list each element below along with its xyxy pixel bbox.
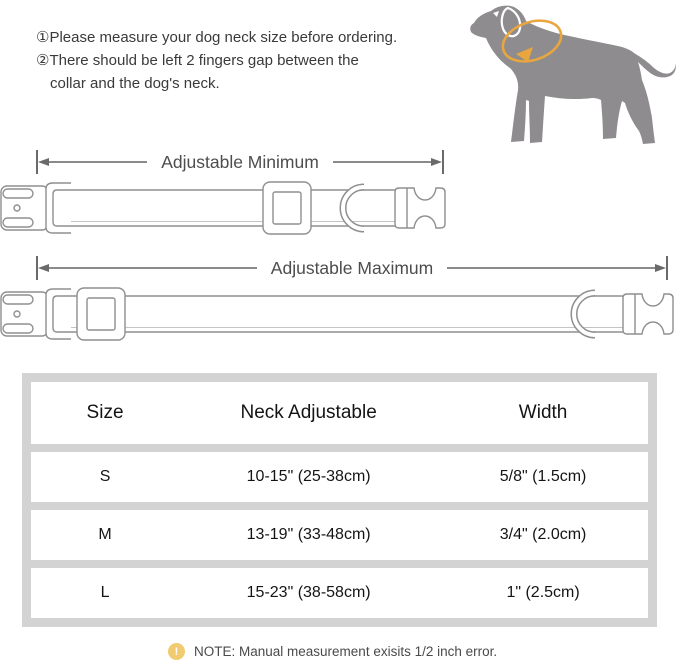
arrowhead-right-icon — [431, 158, 442, 166]
dog-illustration — [462, 2, 677, 154]
collar-minimum-diagram — [0, 179, 447, 237]
size-table — [22, 373, 657, 627]
buckle-male — [395, 188, 445, 228]
table-row-m — [31, 510, 648, 560]
buckle-hole-icon — [14, 311, 20, 317]
dimension-endbar-icon — [442, 150, 444, 174]
collar-maximum-diagram — [0, 285, 679, 343]
dimension-endbar-icon — [666, 256, 668, 280]
cell-neck: 15-23" (38-58cm) — [246, 584, 371, 601]
arrowhead-left-icon — [38, 158, 49, 166]
adjustable-maximum-label: Adjustable Maximum — [270, 257, 434, 278]
header-width: Width — [518, 402, 568, 423]
adjustable-minimum-dimension — [36, 150, 444, 174]
cell-size: L — [100, 584, 110, 601]
instruction-line-1: ①Please measure your dog neck size before ordering. — [36, 29, 398, 46]
table-row-l — [31, 568, 648, 618]
buckle-hole-icon — [14, 205, 20, 211]
note-text: NOTE: Manual measurement exisits 1/2 inch error. — [194, 644, 498, 659]
header-size: Size — [86, 402, 124, 423]
buckle-male — [623, 294, 673, 334]
table-row-s — [31, 452, 648, 502]
measurement-note — [168, 643, 497, 660]
cell-size: S — [99, 468, 111, 485]
cell-neck: 10-15" (25-38cm) — [246, 468, 371, 485]
instruction-line-3: collar and the dog's neck. — [50, 75, 220, 92]
instruction-line-2: ②There should be left 2 fingers gap between the — [36, 52, 359, 69]
cell-width: 5/8" (1.5cm) — [499, 468, 587, 485]
size-table-header-row — [31, 382, 648, 444]
cell-size: M — [98, 526, 112, 543]
adjustable-maximum-dimension — [36, 256, 668, 280]
adjustable-minimum-label: Adjustable Minimum — [161, 151, 319, 172]
cell-width: 3/4" (2.0cm) — [499, 526, 587, 543]
measuring-instructions — [36, 26, 397, 95]
header-neck-adjustable: Neck Adjustable — [240, 402, 377, 423]
arrowhead-left-icon — [38, 264, 49, 272]
cell-neck: 13-19" (33-48cm) — [246, 526, 371, 543]
arrowhead-right-icon — [655, 264, 666, 272]
exclamation-icon: ! — [168, 643, 185, 660]
cell-width: 1" (2.5cm) — [506, 584, 580, 601]
dog-silhouette-icon — [462, 2, 677, 154]
